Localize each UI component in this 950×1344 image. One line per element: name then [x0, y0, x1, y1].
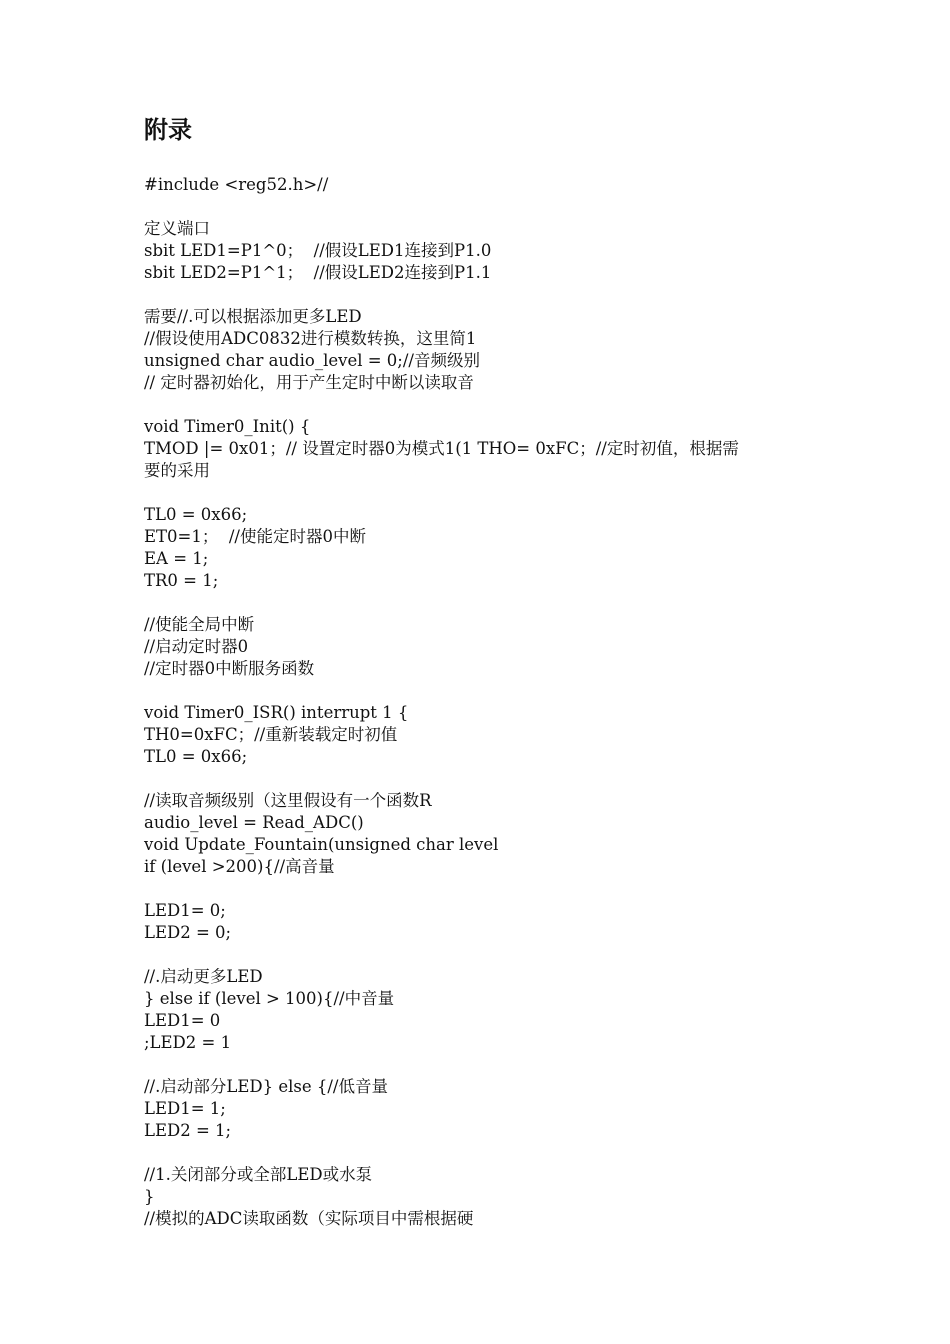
code-line: TL0 = 0x66;: [144, 747, 248, 766]
code-line: 定义端口: [144, 219, 210, 238]
blank-line: [144, 1054, 814, 1076]
code-block: [144, 306, 814, 394]
code-line: //读取音频级别（这里假设有一个函数R: [144, 791, 432, 810]
code-line: //定时器0中断服务函数: [144, 659, 315, 678]
code-line: ;LED2 = 1: [144, 1033, 232, 1052]
code-block: [144, 702, 814, 768]
code-line: // 定时器初始化，用于产生定时中断以读取音: [144, 373, 474, 392]
code-line: //模拟的ADC读取函数（实际项目中需根据硬: [144, 1209, 474, 1228]
code-line: TH0=0xFC；//重新装载定时初值: [144, 725, 398, 744]
code-line: TMOD |= 0x01；// 设置定时器0为模式1(1 THO= 0xFC；//定时初值，根据需: [144, 439, 739, 458]
code-line: void Timer0_ISR() interrupt 1 {: [144, 703, 409, 722]
code-line: 需要//.可以根据添加更多LED: [144, 307, 362, 326]
blank-line: [144, 482, 814, 504]
code-block: [144, 1076, 814, 1142]
code-line: 要的采用: [144, 461, 210, 480]
code-listing: [144, 174, 814, 1230]
code-line: ET0=1； //使能定时器0中断: [144, 527, 366, 546]
code-line: void Update_Fountain(unsigned char level: [144, 835, 499, 854]
blank-line: [144, 878, 814, 900]
code-line: //启动定时器0: [144, 637, 249, 656]
code-line: unsigned char audio_level = 0;//音频级别: [144, 351, 480, 370]
code-line: //.启动更多LED: [144, 967, 263, 986]
code-block: [144, 614, 814, 680]
code-line: TL0 = 0x66;: [144, 505, 248, 524]
blank-line: [144, 284, 814, 306]
code-line: LED2 = 0;: [144, 923, 232, 942]
code-block: [144, 790, 814, 878]
blank-line: [144, 768, 814, 790]
blank-line: [144, 944, 814, 966]
code-block: [144, 416, 814, 482]
blank-line: [144, 196, 814, 218]
page-title: 附录: [144, 116, 192, 144]
code-line: }: [144, 1187, 155, 1206]
code-line: //使能全局中断: [144, 615, 255, 634]
code-line: LED1= 0: [144, 1011, 221, 1030]
code-block: [144, 174, 814, 196]
code-line: sbit LED1=P1^0； //假设LED1连接到P1.0: [144, 241, 492, 260]
blank-line: [144, 394, 814, 416]
code-block: [144, 1164, 814, 1230]
code-block: [144, 504, 814, 592]
code-line: if (level >200){//高音量: [144, 857, 335, 876]
code-line: LED2 = 1;: [144, 1121, 232, 1140]
code-line: LED1= 1;: [144, 1099, 226, 1118]
code-line: TR0 = 1;: [144, 571, 219, 590]
code-line: //1.关闭部分或全部LED或水泵: [144, 1165, 373, 1184]
code-line: sbit LED2=P1^1； //假设LED2连接到P1.1: [144, 263, 492, 282]
code-block: [144, 966, 814, 1054]
blank-line: [144, 680, 814, 702]
code-line: EA = 1;: [144, 549, 209, 568]
blank-line: [144, 592, 814, 614]
code-line: //假设使用ADC0832进行模数转换，这里简1: [144, 329, 477, 348]
code-line: //.启动部分LED} else {//低音量: [144, 1077, 388, 1096]
code-line: LED1= 0;: [144, 901, 226, 920]
code-line: void Timer0_Init() {: [144, 417, 311, 436]
code-line: } else if (level > 100){//中音量: [144, 989, 395, 1008]
blank-line: [144, 1142, 814, 1164]
code-block: [144, 900, 814, 944]
code-line: #include <reg52.h>//: [144, 175, 329, 194]
code-block: [144, 218, 814, 284]
code-line: audio_level = Read_ADC(): [144, 813, 364, 832]
